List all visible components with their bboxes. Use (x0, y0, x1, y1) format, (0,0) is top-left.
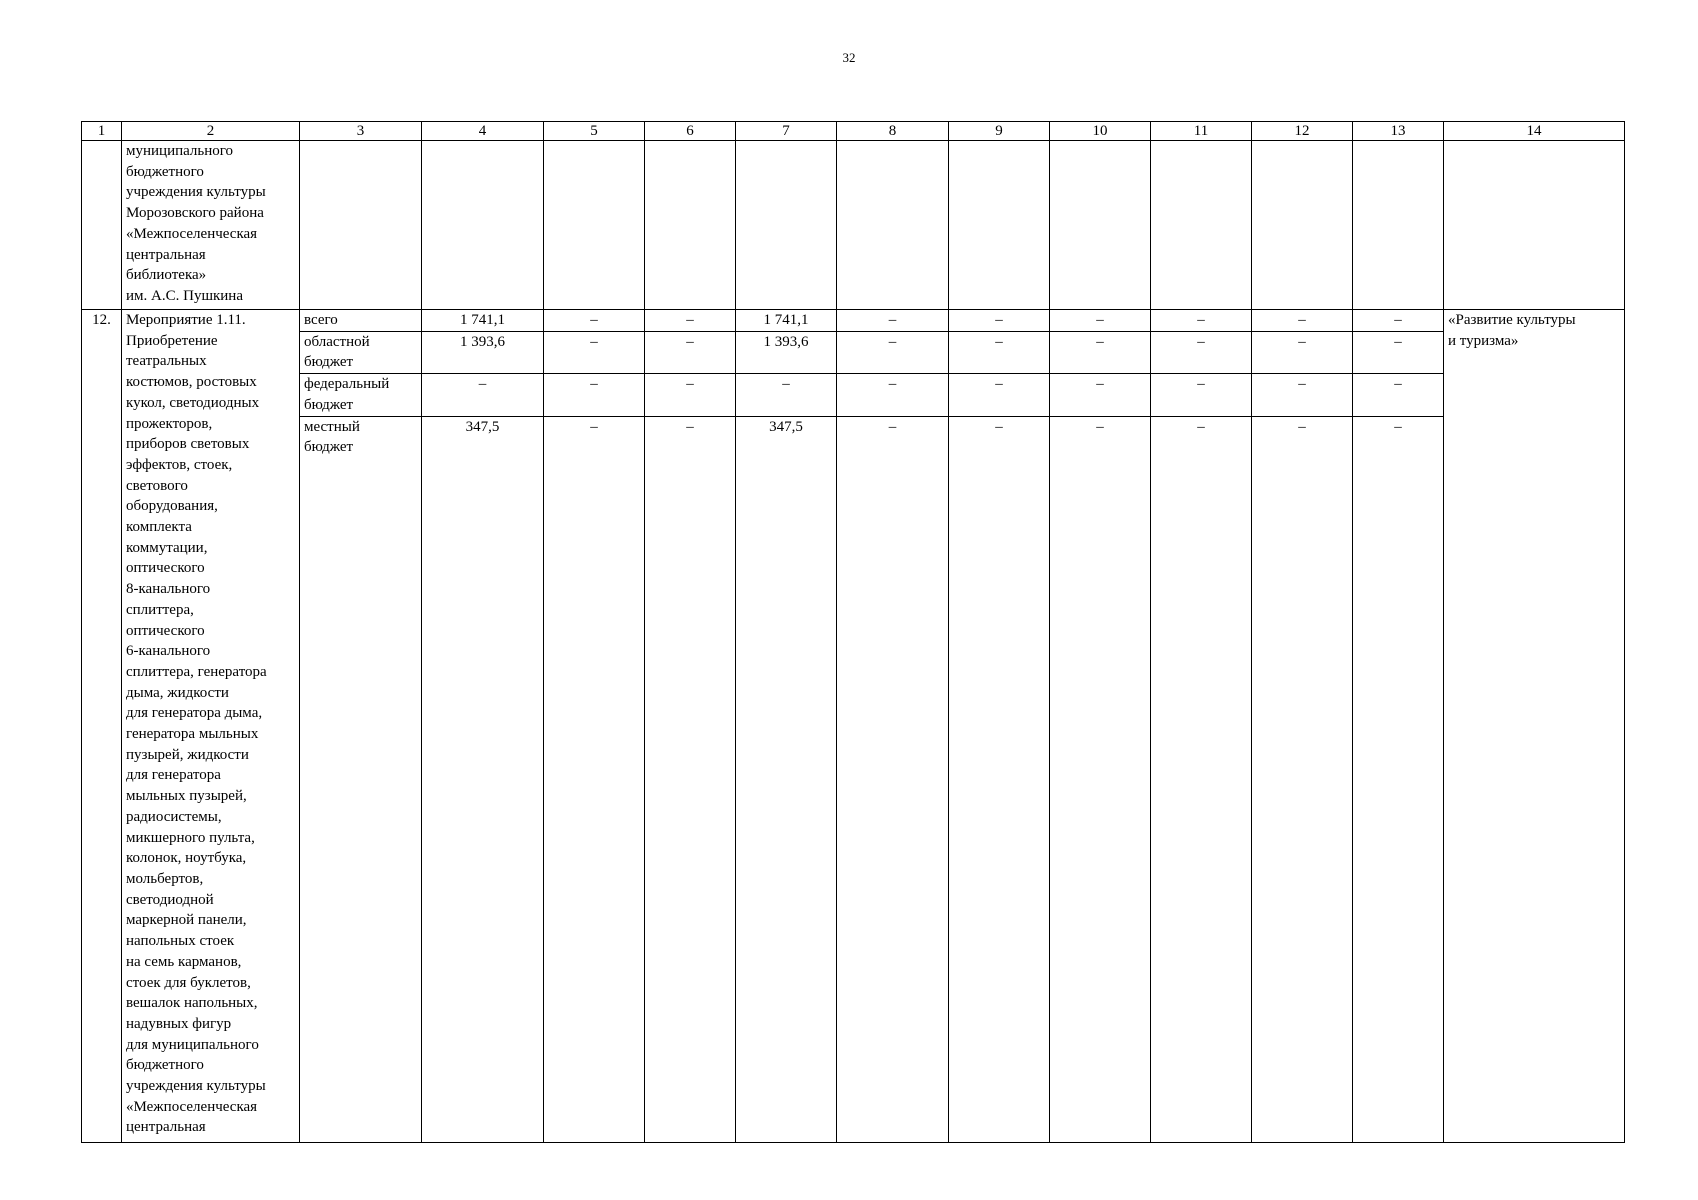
budget-table (81, 121, 1625, 1143)
value-cell: – (736, 374, 837, 416)
row-number: 12. (82, 310, 122, 1143)
table-row (82, 416, 1625, 1142)
value-cell: 1 393,6 (736, 331, 837, 373)
value-cell: – (949, 310, 1050, 332)
value-cell: – (1151, 374, 1252, 416)
column-header: 1 (82, 122, 122, 141)
table-cell (645, 141, 736, 310)
value-cell: – (645, 310, 736, 332)
value-cell: – (645, 416, 736, 1142)
value-cell: – (544, 331, 645, 373)
value-cell: – (949, 416, 1050, 1142)
value-cell: – (1050, 310, 1151, 332)
continuation-row (82, 141, 1625, 310)
value-cell: – (949, 374, 1050, 416)
column-header: 10 (1050, 122, 1151, 141)
column-header: 7 (736, 122, 837, 141)
funding-source: федеральный бюджет (300, 374, 422, 416)
column-number-row (82, 122, 1625, 141)
value-cell: – (1151, 331, 1252, 373)
value-cell: – (645, 331, 736, 373)
value-cell: – (837, 331, 949, 373)
table-row (82, 374, 1625, 416)
column-header: 11 (1151, 122, 1252, 141)
value-cell: – (1353, 310, 1444, 332)
value-cell: 347,5 (736, 416, 837, 1142)
table-cell (544, 141, 645, 310)
funding-source: областной бюджет (300, 331, 422, 373)
value-cell: – (544, 310, 645, 332)
value-cell: – (1151, 416, 1252, 1142)
program-name: «Развитие культуры и туризма» (1444, 310, 1625, 1143)
table-row (82, 310, 1625, 332)
table-cell (1353, 141, 1444, 310)
column-header: 9 (949, 122, 1050, 141)
value-cell: – (1252, 331, 1353, 373)
funding-source: местный бюджет (300, 416, 422, 1142)
value-cell: – (837, 374, 949, 416)
table-cell (949, 141, 1050, 310)
value-cell: 347,5 (422, 416, 544, 1142)
value-cell: – (1151, 310, 1252, 332)
value-cell: – (645, 374, 736, 416)
value-cell: – (422, 374, 544, 416)
table-cell (1252, 141, 1353, 310)
table-cell (1050, 141, 1151, 310)
column-header: 5 (544, 122, 645, 141)
column-header: 8 (837, 122, 949, 141)
table-cell (736, 141, 837, 310)
value-cell: 1 741,1 (422, 310, 544, 332)
column-header: 12 (1252, 122, 1353, 141)
value-cell: – (1050, 331, 1151, 373)
value-cell: 1 393,6 (422, 331, 544, 373)
table-cell (422, 141, 544, 310)
column-header: 6 (645, 122, 736, 141)
funding-source: всего (300, 310, 422, 332)
table-cell (82, 141, 122, 310)
page-number: 32 (842, 50, 856, 65)
value-cell: – (1353, 374, 1444, 416)
value-cell: 1 741,1 (736, 310, 837, 332)
value-cell: – (1050, 416, 1151, 1142)
table-cell (837, 141, 949, 310)
value-cell: – (949, 331, 1050, 373)
table-cell (1444, 141, 1625, 310)
value-cell: – (837, 416, 949, 1142)
value-cell: – (544, 374, 645, 416)
value-cell: – (1353, 416, 1444, 1142)
column-header: 2 (122, 122, 300, 141)
value-cell: – (837, 310, 949, 332)
measure-name: Мероприятие 1.11. Приобретение театральных костюмов, ростовых кукол, светодиодных прожекторов, приборов световых эффектов, стоек, светового оборудования, комплекта коммутации, оптического 8-канального сплиттера, оптического 6-канального сплиттера, генератора дыма, жидкости для генератора дыма, генератора мыльных пузырей, жидкости для генератора мыльных пузырей, радиосистемы, микшерного пульта, колонок, ноутбука, мольбертов, светодиодной маркерной панели, напольных стоек на семь карманов, стоек для буклетов, вешалок напольных, надувных фигур для муниципального бюджетного учреждения культуры «Межпоселенческая центральная (122, 310, 300, 1143)
table-cell (1151, 141, 1252, 310)
value-cell: – (1050, 374, 1151, 416)
column-header: 3 (300, 122, 422, 141)
continued-measure-name: муниципального бюджетного учреждения культуры Морозовского района «Межпоселенческая центральная библиотека» им. А.С. Пушкина (122, 141, 300, 310)
table-row (82, 331, 1625, 373)
column-header: 14 (1444, 122, 1625, 141)
column-header: 13 (1353, 122, 1444, 141)
value-cell: – (1252, 310, 1353, 332)
value-cell: – (1353, 331, 1444, 373)
value-cell: – (544, 416, 645, 1142)
column-header: 4 (422, 122, 544, 141)
table-cell (300, 141, 422, 310)
value-cell: – (1252, 416, 1353, 1142)
value-cell: – (1252, 374, 1353, 416)
